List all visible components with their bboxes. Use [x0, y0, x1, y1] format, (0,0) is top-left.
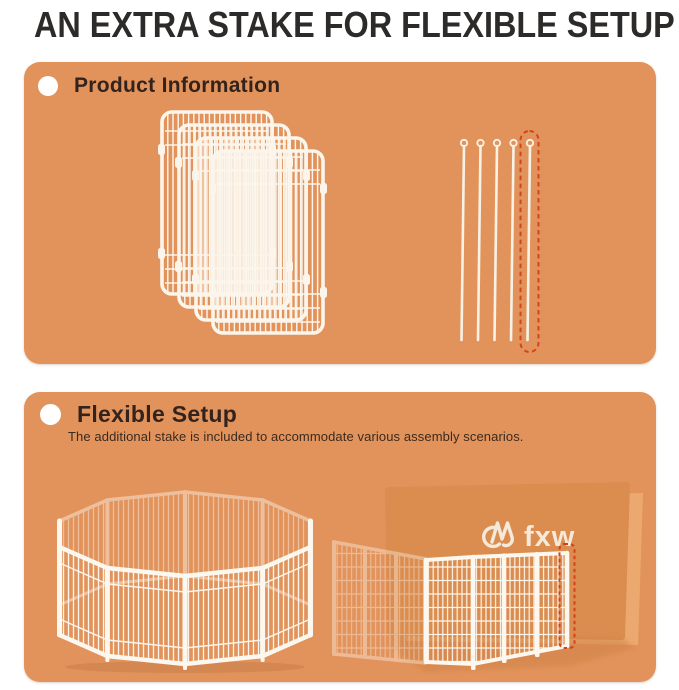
- flexible-setup-description: The additional stake is included to accommodate various assembly scenarios.: [68, 429, 524, 444]
- faded-fence-panels: [334, 542, 426, 663]
- product-information-label: Product Information: [74, 74, 281, 97]
- bullet-circle-icon: [40, 404, 61, 425]
- fxw-logo-text: fxw: [524, 521, 576, 553]
- product-information-header: [38, 74, 280, 98]
- wall-setup-illustration: [330, 458, 656, 682]
- bullet-circle-icon: [38, 76, 58, 96]
- page-title: AN EXTRA STAKE FOR FLEXIBLE SETUP: [33, 4, 675, 45]
- product-information-panel: [24, 62, 656, 364]
- flexible-setup-header: [40, 401, 237, 428]
- stacked-fence-panels-illustration: [160, 110, 332, 342]
- playpen-circle-illustration: [46, 470, 324, 675]
- stakes-illustration: [450, 118, 548, 360]
- flexible-setup-label: Flexible Setup: [77, 401, 238, 427]
